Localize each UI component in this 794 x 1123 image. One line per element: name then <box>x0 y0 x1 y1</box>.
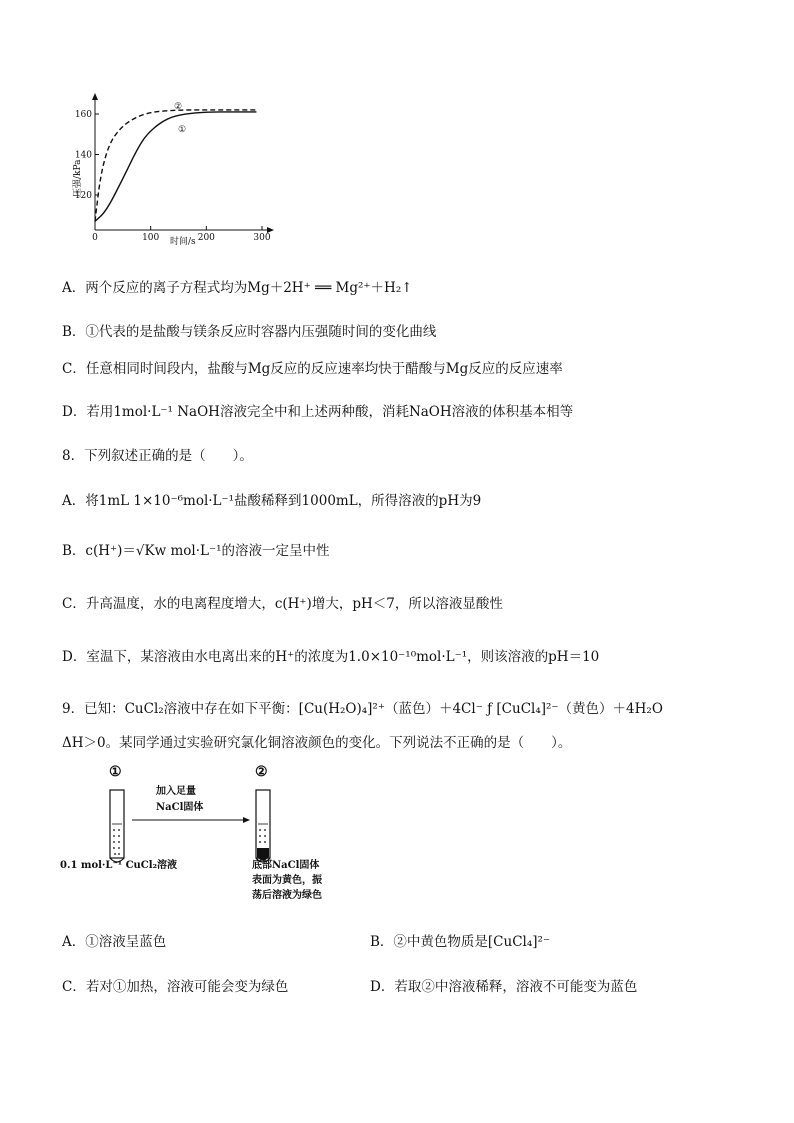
caption-2-line1: 底部NaCl固体 <box>252 860 320 871</box>
caption-2-line2: 表面为黄色，振 <box>252 875 322 886</box>
y-tick-label: 160 <box>74 110 92 120</box>
q8-option-a: A．将1mL 1×10⁻⁶mol·L⁻¹盐酸稀释到1000mL，所得溶液的pH为9 <box>62 493 482 509</box>
x-tick-label: 300 <box>253 233 271 243</box>
q9-option-b: B．②中黄色物质是[CuCl₄]²⁻ <box>370 934 551 950</box>
curve-label-1: ① <box>178 125 187 135</box>
q8-option-c: C．升高温度，水的电离程度增大，c(H⁺)增大，pH＜7，所以溶液显酸性 <box>62 596 503 612</box>
curve-label-2: ② <box>174 102 183 112</box>
q9-stem-line2: ΔH＞0。某同学通过实验研究氯化铜溶液颜色的变化。下列说法不正确的是（ ）。 <box>62 735 572 751</box>
y-tick-label: 140 <box>74 150 92 161</box>
q9-stem-line1: 9．已知：CuCl₂溶液中存在如下平衡：[Cu(H₂O)₄]²⁺（蓝色）＋4Cl⁻ ƒ [CuCl₄]²⁻（黄色）＋4H₂O <box>62 701 663 717</box>
caption-1: 0.1 mol·L⁻¹ CuCl₂溶液 <box>60 860 177 871</box>
q7-option-d: D．若用1mol·L⁻¹ NaOH溶液完全中和上述两种酸，消耗NaOH溶液的体积基本相等 <box>62 404 574 420</box>
tube-1-label: ① <box>109 764 122 780</box>
x-axis-label: 时间/s <box>170 237 196 247</box>
q8-option-b: B．c(H⁺)＝√Kw mol·L⁻¹的溶液一定呈中性 <box>62 543 330 559</box>
q9-option-a: A．①溶液呈蓝色 <box>62 934 167 950</box>
q7-option-a: A．两个反应的离子方程式均为Mg＋2H⁺ ══ Mg²⁺＋H₂↑ <box>62 280 413 296</box>
pressure-time-chart <box>70 92 280 250</box>
y-axis-arrow <box>92 93 98 100</box>
caption-2-line3: 荡后溶液为绿色 <box>252 890 322 901</box>
q7-option-b: B．①代表的是盐酸与镁条反应时容器内压强随时间的变化曲线 <box>62 324 437 340</box>
q9-option-c: C．若对①加热，溶液可能会变为绿色 <box>62 979 289 995</box>
q7-option-c: C．任意相同时间段内，盐酸与Mg反应的反应速率均快于醋酸与Mg反应的反应速率 <box>62 361 563 377</box>
tube-2-label: ② <box>255 764 268 780</box>
y-tick-label: 120 <box>74 191 92 201</box>
y-axis-label: 压强/kPa <box>73 159 83 197</box>
x-tick-label: 200 <box>197 233 215 243</box>
q8-stem: 8．下列叙述正确的是（ ）。 <box>62 448 253 464</box>
tube-1 <box>110 790 124 862</box>
q8-option-d: D．室温下，某溶液由水电离出来的H⁺的浓度为1.0×10⁻¹⁰mol·L⁻¹，则该溶液的pH＝10 <box>62 649 600 665</box>
x-tick-label: 0 <box>92 233 98 243</box>
series-line-1 <box>95 112 256 221</box>
q9-option-d: D．若取②中溶液稀释，溶液不可能变为蓝色 <box>370 979 638 995</box>
arrow-text-1: 加入足量 <box>156 786 196 797</box>
x-tick-label: 100 <box>142 233 160 243</box>
arrow-text-2: NaCl固体 <box>156 802 204 813</box>
test-tube-diagram <box>60 762 340 912</box>
series-line-2 <box>95 110 256 221</box>
tube-2 <box>256 790 270 862</box>
